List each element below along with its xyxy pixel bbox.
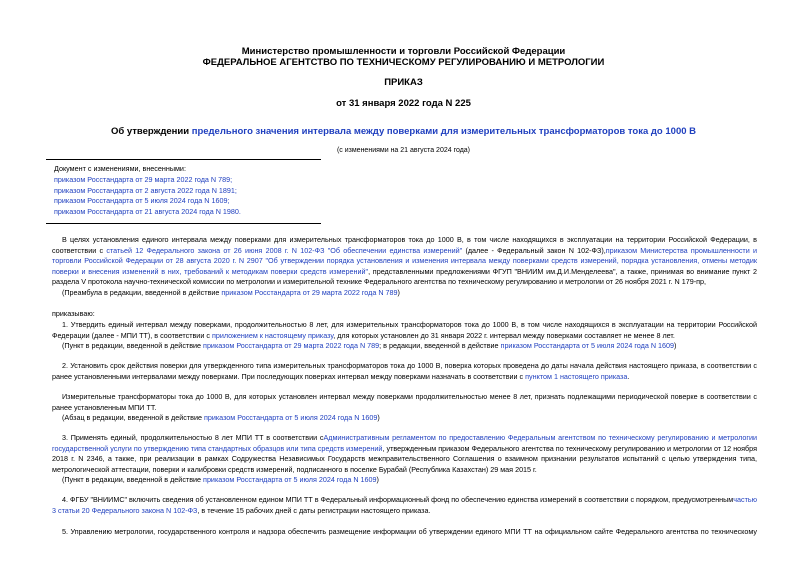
point-1-edit-note: (Пункт в редакции, введенной в действие приказом Росстандарта от 29 марта 2022 года N 789; в редакции, введенной в действие приказом Росстандарта от 5 июля 2024 года N 1609) bbox=[62, 341, 677, 350]
point-2-paragraph: 2. Установить срок действия поверки для утвержденного типа измерительных трансформаторов тока до 1000 В, поверка которых проведена до даты начала действия настоящего приказа, в соответствии с ранее установленными интервалами между поверками. При последующих поверках интервал между поверками назначать в соответствии с пунктом 1 настоящего приказа. bbox=[52, 361, 757, 381]
federal-law-link[interactable]: статьей 12 Федерального закона от 26 июня 2008 г. N 102-ФЗ "Об обеспечении единства измерений" bbox=[106, 245, 463, 255]
changes-list bbox=[54, 164, 354, 218]
change-link-1980[interactable]: приказом Росстандарта от 21 августа 2024 года N 1980. bbox=[54, 207, 241, 217]
agency-name: ФЕДЕРАЛЬНОЕ АГЕНТСТВО ПО ТЕХНИЧЕСКОМУ РЕГУЛИРОВАНИЮ И МЕТРОЛОГИИ bbox=[202, 57, 605, 68]
point-5-paragraph: 5. Управлению метрологии, государственного контроля и надзора обеспечить размещение информации об утверждении единого МПИ ТТ на официальном сайте Федерального агентства по техническому bbox=[62, 527, 757, 536]
point-1-edit-link-1609[interactable]: приказом Росстандарта от 5 июля 2024 года N 1609 bbox=[500, 341, 675, 350]
point-4-paragraph: 4. ФГБУ "ВНИИМС" включить сведения об установленном едином МПИ ТТ в Федеральный информационный фонд по обеспечению единства измерений в соответствии с порядком, предусмотреннымчастью 3 статьи 20 Федерального закона N 102-ФЗ, в течение 15 рабочих дней с даты регистрации настоящего приказа. bbox=[52, 495, 758, 515]
preamble-edit-note: (Преамбула в редакции, введенной в действие приказом Росстандарта от 29 марта 2022 года N 789) bbox=[62, 288, 400, 297]
change-link-1891[interactable]: приказом Росстандарта от 2 августа 2022 года N 1891; bbox=[54, 185, 237, 195]
change-link-789[interactable]: приказом Росстандарта от 29 марта 2022 года N 789; bbox=[54, 174, 233, 184]
point-3-paragraph: 3. Применять единый, продолжительностью 8 лет МПИ ТТ в соответствии сАдминистративным регламентом по предоставлению Федеральным агентством по техническому регулированию и метрологии государственной услуги по утверждению типа стандартных образцов или типа средств измерений, утвержденным приказом Федерального агентства по техническому регулированию и метрологии от 12 ноября 2018 г. N 2346, а также, при реализации в рамках Содружества Независимых Государств межправительственного Соглашения о взаимном признании результатов испытаний с целью утверждения типа, метрологической аттестации, поверки и калибровки средств измерений, подписанного в поселке Бурабай (Республика Казахстан) 29 мая 2015 г. bbox=[52, 433, 757, 474]
preamble-edit-link[interactable]: приказом Росстандарта от 29 марта 2022 года N 789 bbox=[221, 288, 398, 297]
point-1-edit-link-789[interactable]: приказом Росстандарта от 29 марта 2022 года N 789 bbox=[203, 341, 380, 350]
order-word: приказываю: bbox=[52, 309, 95, 318]
change-link-1609[interactable]: приказом Росстандарта от 5 июля 2024 года N 1609; bbox=[54, 196, 230, 206]
changes-top-divider bbox=[46, 159, 321, 160]
admin-regulation-link[interactable]: Административным регламентом по предоставлению Федеральным агентством по техническому регулированию и метрологии государственной услуги по утверждению типа стандартных образцов или типа средств измерений bbox=[52, 433, 757, 453]
federal-law-article-link[interactable]: частью 3 статьи 20 Федерального закона N 102-ФЗ bbox=[52, 495, 758, 515]
document-title-prefix: Об утверждении bbox=[110, 126, 192, 137]
preamble-paragraph: В целях установления единого интервала между поверками для измерительных трансформаторов тока до 1000 В, в том числе находящихся в эксплуатации на территории Российской Федерации, в соответствии с статьей 12 Федерального закона от 26 июня 2008 г. N 102-ФЗ "Об обеспечении единства измерений" (далее - Федеральный закон N 102-ФЗ),приказом Министерства промышленности и торговли Российской Федерации от 28 августа 2020 г. N 2907 "Об утверждении порядка установления и изменения интервала между поверками средств измерений, порядка установления, отмены методик поверки и внесения изменений в них, требований к методикам поверки средств измерений", представленными предложениями ФГУП "ВНИИМ им.Д.И.Менделеева", а также, принимая во внимание пункт 2 раздела V протокола научно-технической комиссии по метрологии и измерительной технике Федерального агентства по техническому регулированию и метрологии от 26 ноября 2021 г. N 179-пр, bbox=[52, 235, 757, 286]
changes-heading: Документ с изменениями, внесенными: bbox=[54, 164, 186, 173]
point-1-paragraph: 1. Утвердить единый интервал между поверками, продолжительностью 8 лет, для измерительных трансформаторов тока до 1000 В, в том числе находящихся в эксплуатации на территории Российской Федерации (далее - МПИ ТТ), в соответствии с приложением к настоящему приказу, для которых установлен до 31 января 2022 г. интервал между поверками составляет не менее 8 лет. bbox=[52, 320, 757, 340]
document-date-number: от 31 января 2022 года N 225 bbox=[336, 98, 471, 109]
point-3-edit-link[interactable]: приказом Росстандарта от 5 июля 2024 года N 1609 bbox=[203, 475, 377, 484]
changes-bottom-divider bbox=[46, 223, 321, 224]
ministry-name: Министерство промышленности и торговли Российской Федерации bbox=[241, 46, 566, 57]
document-title-link[interactable]: предельного значения интервала между поверками для измерительных трансформаторов тока до 1000 В bbox=[191, 126, 697, 137]
point-3-edit-note: (Пункт в редакции, введенной в действие приказом Росстандарта от 5 июля 2024 года N 1609) bbox=[62, 475, 379, 484]
document-type: ПРИКАЗ bbox=[384, 77, 423, 88]
document-title bbox=[0, 126, 807, 137]
point-2-edit-link[interactable]: приказом Росстандарта от 5 июля 2024 года N 1609 bbox=[203, 413, 378, 422]
edition-note: (с изменениями на 21 августа 2024 года) bbox=[336, 147, 471, 154]
point-2-second-paragraph: Измерительные трансформаторы тока до 1000 В, для которых установлен интервал между поверками продолжительностью менее 8 лет, признать подлежащими периодической поверке в соответствии с ранее установленным МПИ ТТ. bbox=[52, 392, 757, 412]
appendix-link[interactable]: приложением к настоящему приказу bbox=[211, 330, 334, 340]
point-1-link[interactable]: пунктом 1 настоящего приказа bbox=[525, 371, 628, 381]
minpromtorg-order-link[interactable]: приказом Министерства промышленности и торговли Российской Федерации от 28 августа 2020 г. N 2907 "Об утверждении порядка установления и изменения интервала между поверками средств измерений, порядка установления, отмены методик поверки и внесения изменений в них, требований к методикам поверки средств измерений" bbox=[52, 245, 757, 276]
point-2-edit-note: (Абзац в редакции, введенной в действие приказом Росстандарта от 5 июля 2024 года N 1609) bbox=[62, 413, 380, 422]
